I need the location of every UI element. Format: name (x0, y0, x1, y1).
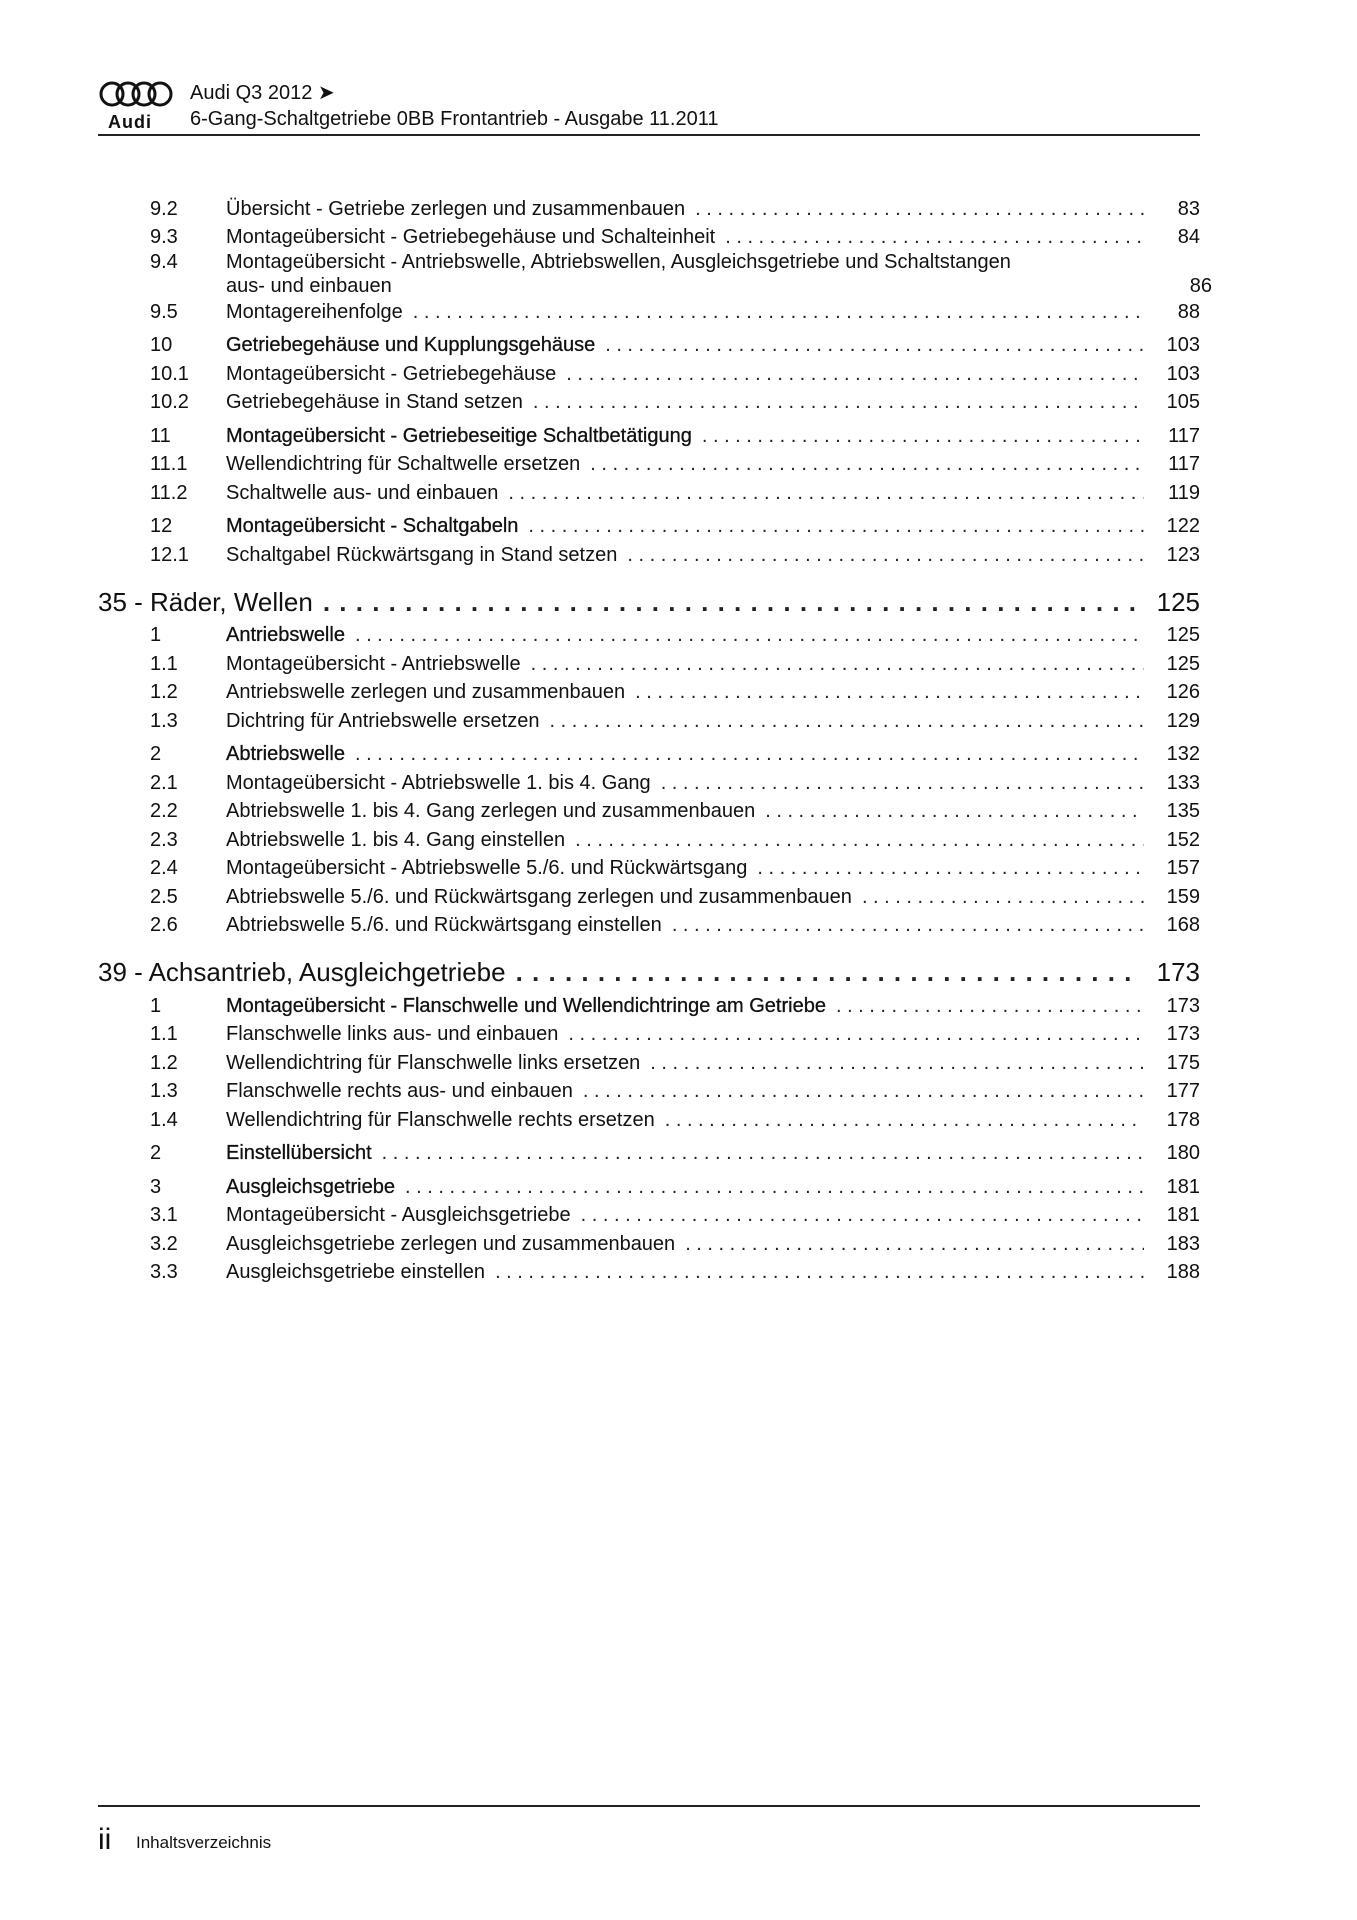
toc-title: Flanschwelle rechts aus- und einbauen (226, 1080, 573, 1102)
toc-leader-dots (757, 854, 1144, 882)
toc-page-number: 168 (1166, 914, 1200, 936)
toc-page-number: 103 (1166, 334, 1200, 356)
toc-number: 2.1 (150, 771, 178, 794)
toc-leader-dots (528, 512, 1144, 540)
toc-entry[interactable] (98, 421, 1200, 450)
toc-page-number: 178 (1166, 1108, 1200, 1131)
toc-title: Abtriebswelle 1. bis 4. Gang einstellen (226, 828, 566, 851)
toc-entry[interactable] (98, 621, 1200, 650)
toc-page-number: 180 (1166, 1142, 1200, 1164)
toc-page-number: 132 (1166, 743, 1200, 765)
toc-page-number: 177 (1166, 1080, 1200, 1102)
toc-leader-dots (836, 992, 1144, 1020)
toc-title: Abtriebswelle 1. bis 4. Gang zerlegen und zusammenbauen (226, 800, 756, 822)
toc-entry[interactable] (98, 1077, 1200, 1106)
toc-page-number: 83 (1177, 197, 1200, 220)
toc-leader-dots (661, 769, 1144, 797)
header-subtitle: 6-Gang-Schaltgetriebe 0BB Frontantrieb - Ausgabe 11.2011 (190, 108, 719, 130)
toc-entry[interactable] (98, 478, 1200, 507)
toc-entry[interactable] (98, 678, 1200, 707)
toc-title: Ausgleichsgetriebe (226, 1175, 395, 1198)
toc-leader-dots (665, 1106, 1144, 1134)
toc-title: Montageübersicht - Antriebswelle (226, 652, 521, 675)
toc-page-number: 188 (1166, 1261, 1200, 1283)
toc-page-number: 125 (1166, 624, 1200, 646)
toc-leader-dots (323, 583, 1138, 621)
toc-number: 1.1 (150, 1023, 178, 1045)
toc-number: 1.3 (150, 1080, 178, 1102)
toc-number: 12.1 (150, 543, 189, 566)
toc-number: 11.1 (150, 453, 188, 475)
toc-leader-dots (566, 360, 1144, 388)
toc-number: 1.2 (150, 1051, 178, 1074)
toc-title: Flanschwelle links aus- und einbauen (226, 1023, 559, 1045)
toc-title: Montageübersicht - Ausgleichsgetriebe (226, 1204, 571, 1226)
toc-number: 2 (150, 743, 162, 765)
toc-entry[interactable] (98, 1105, 1200, 1134)
toc-page-number: 157 (1166, 857, 1200, 879)
toc-entry[interactable] (98, 1048, 1200, 1077)
toc-title: Abtriebswelle (226, 743, 345, 765)
toc-leader-dots (635, 678, 1144, 706)
toc-title: Montageübersicht - Getriebegehäuse und Schalteinheit (226, 226, 716, 248)
audi-brand-text: Audi (108, 112, 152, 132)
toc-page-number: 173 (1156, 957, 1200, 987)
toc-page-number: 159 (1166, 885, 1200, 908)
toc-title: Wellendichtring für Schaltwelle ersetzen (226, 453, 581, 475)
toc-number: 9.2 (150, 197, 178, 220)
toc-leader-dots (765, 797, 1144, 825)
toc-leader-dots (702, 422, 1144, 450)
toc-number: 1.1 (150, 652, 178, 675)
toc-entry[interactable] (98, 740, 1200, 769)
toc-entry[interactable] (98, 991, 1200, 1020)
toc-page-number: 122 (1166, 515, 1200, 537)
toc-number: 3 (150, 1175, 162, 1198)
toc-leader-dots (568, 1020, 1144, 1048)
toc-page-number: 105 (1166, 391, 1200, 413)
toc-title: Abtriebswelle 5./6. und Rückwärtsgang zerlegen und zusammenbauen (226, 885, 852, 908)
toc-entry[interactable] (98, 223, 1200, 252)
toc-page-number: 88 (1177, 300, 1200, 323)
toc-leader-dots (549, 707, 1144, 735)
toc-entry[interactable] (98, 1172, 1200, 1201)
toc-entry[interactable] (98, 911, 1200, 940)
toc-title: Ausgleichsgetriebe zerlegen und zusammenbauen (226, 1232, 676, 1255)
toc-title: Schaltwelle aus- und einbauen (226, 481, 499, 504)
toc-leader-dots (508, 479, 1144, 507)
toc-title: Dichtring für Antriebswelle ersetzen (226, 709, 540, 732)
footer-page-number: ii (98, 1823, 112, 1856)
toc-number: 2.3 (150, 828, 178, 851)
toc-entry[interactable] (98, 388, 1200, 417)
toc-entry[interactable] (98, 1020, 1200, 1049)
toc-page-number: 175 (1166, 1051, 1200, 1074)
toc-entry[interactable] (98, 768, 1200, 797)
toc-entry[interactable] (98, 854, 1200, 883)
toc-page-number: 103 (1166, 362, 1200, 385)
header-model: Audi Q3 2012 ➤ (190, 82, 335, 104)
toc-title: Montagereihenfolge (226, 300, 403, 323)
toc-entry[interactable] (98, 1139, 1200, 1168)
toc-title: Wellendichtring für Flanschwelle links ersetzen (226, 1051, 641, 1074)
toc-entry[interactable] (98, 825, 1200, 854)
toc-leader-dots (531, 650, 1144, 678)
toc-number: 3.1 (150, 1204, 178, 1226)
toc-entry[interactable] (98, 540, 1200, 569)
page-header (98, 78, 1200, 136)
footer-divider (98, 1805, 1200, 1807)
toc-leader-dots (650, 1049, 1144, 1077)
toc-leader-dots (627, 541, 1144, 569)
toc-title: Getriebegehäuse in Stand setzen (226, 391, 523, 413)
toc-number: 10.1 (150, 362, 189, 385)
toc-number: 1.4 (150, 1108, 178, 1131)
toc-title: Montageübersicht - Flanschwelle und Wellendichtringe am Getriebe (226, 994, 826, 1017)
toc-entry[interactable] (98, 331, 1200, 360)
table-of-contents (98, 194, 1212, 1286)
toc-leader-dots (355, 621, 1144, 649)
toc-leader-dots (695, 195, 1144, 223)
toc-entry[interactable] (98, 194, 1200, 223)
toc-leader-dots (382, 1139, 1144, 1167)
toc-number: 2.6 (150, 914, 178, 936)
toc-chapter[interactable] (98, 577, 1200, 621)
toc-page-number: 135 (1166, 800, 1200, 822)
toc-title: Übersicht - Getriebe zerlegen und zusammenbauen (226, 197, 686, 220)
toc-title: Montageübersicht - Abtriebswelle 1. bis 4. Gang (226, 771, 651, 794)
toc-number: 11.2 (150, 481, 188, 504)
toc-leader-dots (590, 450, 1144, 478)
toc-page-number: 183 (1166, 1232, 1200, 1255)
toc-entry[interactable] (98, 649, 1200, 678)
toc-title: Antriebswelle zerlegen und zusammenbauen (226, 681, 626, 703)
toc-leader-dots (355, 740, 1144, 768)
toc-title: Montageübersicht - Getriebegehäuse (226, 362, 557, 385)
toc-page-number: 129 (1166, 709, 1200, 732)
toc-number: 11 (150, 424, 171, 447)
toc-entry[interactable] (98, 512, 1200, 541)
toc-leader-dots (495, 1258, 1144, 1286)
toc-page-number: 126 (1166, 681, 1200, 703)
toc-number: 3.2 (150, 1232, 178, 1255)
toc-leader-dots (583, 1077, 1144, 1105)
toc-number: 10 (150, 334, 173, 356)
toc-page-number: 84 (1177, 226, 1200, 248)
toc-title: Montageübersicht - Abtriebswelle 5./6. und Rückwärtsgang (226, 857, 748, 879)
toc-page-number: 119 (1168, 481, 1200, 504)
toc-leader-dots (685, 1230, 1144, 1258)
toc-title: Montageübersicht - Getriebeseitige Schaltbetätigung (226, 424, 692, 447)
toc-page-number: 117 (1168, 453, 1200, 475)
toc-title-continued: aus- und einbauen (226, 275, 392, 297)
toc-page-number: 125 (1166, 652, 1200, 675)
toc-page-number: 173 (1166, 994, 1200, 1017)
toc-number: 1.2 (150, 681, 178, 703)
toc-title: Antriebswelle (226, 624, 345, 646)
toc-entry[interactable] (98, 359, 1200, 388)
toc-leader-dots (605, 331, 1144, 359)
toc-number: 3.3 (150, 1261, 178, 1283)
toc-number: 1 (150, 624, 162, 646)
toc-page-number: 181 (1166, 1204, 1200, 1226)
toc-title: Wellendichtring für Flanschwelle rechts ersetzen (226, 1108, 655, 1131)
toc-entry[interactable] (98, 297, 1200, 326)
toc-entry[interactable] (98, 1201, 1200, 1230)
toc-entry[interactable] (98, 797, 1200, 826)
footer-section: Inhaltsverzeichnis (136, 1833, 272, 1852)
toc-chapter-title: 39 - Achsantrieb, Ausgleichgetriebe (98, 957, 506, 987)
toc-leader-dots (413, 298, 1144, 326)
toc-title: Getriebegehäuse und Kupplungsgehäuse (226, 334, 596, 356)
toc-leader-dots (862, 883, 1144, 911)
toc-entry[interactable] (98, 882, 1200, 911)
toc-number: 12 (150, 515, 173, 537)
toc-title: Montageübersicht - Schaltgabeln (226, 515, 519, 537)
toc-number: 10.2 (150, 391, 189, 413)
toc-chapter-title: 35 - Räder, Wellen (98, 586, 313, 617)
toc-leader-dots (575, 826, 1144, 854)
toc-leader-dots (516, 953, 1138, 991)
toc-title: Abtriebswelle 5./6. und Rückwärtsgang einstellen (226, 914, 662, 936)
toc-number: 9.5 (150, 300, 178, 323)
toc-number: 2.5 (150, 885, 178, 908)
toc-page-number: 152 (1166, 828, 1200, 851)
toc-entry[interactable] (98, 1258, 1200, 1287)
toc-page-number: 125 (1156, 586, 1200, 617)
toc-chapter[interactable] (98, 947, 1200, 991)
toc-number: 2 (150, 1142, 162, 1164)
toc-leader-dots (581, 1201, 1144, 1229)
toc-title: Montageübersicht - Antriebswelle, Abtriebswellen, Ausgleichsgetriebe und Schaltstangen (226, 251, 1011, 273)
toc-entry[interactable] (98, 1229, 1200, 1258)
toc-entry[interactable] (98, 450, 1200, 479)
toc-entry[interactable] (98, 251, 1212, 297)
toc-number: 9.3 (150, 226, 178, 248)
toc-number: 1.3 (150, 709, 178, 732)
toc-page-number: 86 (1189, 275, 1212, 297)
toc-leader-dots (725, 223, 1144, 251)
toc-page-number: 181 (1166, 1175, 1200, 1198)
toc-number: 9.4 (150, 251, 178, 273)
toc-leader-dots (533, 388, 1144, 416)
toc-number: 2.2 (150, 800, 178, 822)
toc-leader-dots (672, 911, 1144, 939)
toc-number: 1 (150, 994, 162, 1017)
toc-entry[interactable] (98, 706, 1200, 735)
toc-page-number: 123 (1166, 543, 1200, 566)
toc-page-number: 133 (1166, 771, 1200, 794)
toc-title: Ausgleichsgetriebe einstellen (226, 1261, 486, 1283)
toc-leader-dots (405, 1173, 1144, 1201)
toc-page-number: 117 (1168, 424, 1200, 447)
toc-number: 2.4 (150, 857, 178, 879)
toc-title: Einstellübersicht (226, 1142, 372, 1164)
toc-page-number: 173 (1166, 1023, 1200, 1045)
toc-title: Schaltgabel Rückwärtsgang in Stand setzen (226, 543, 618, 566)
